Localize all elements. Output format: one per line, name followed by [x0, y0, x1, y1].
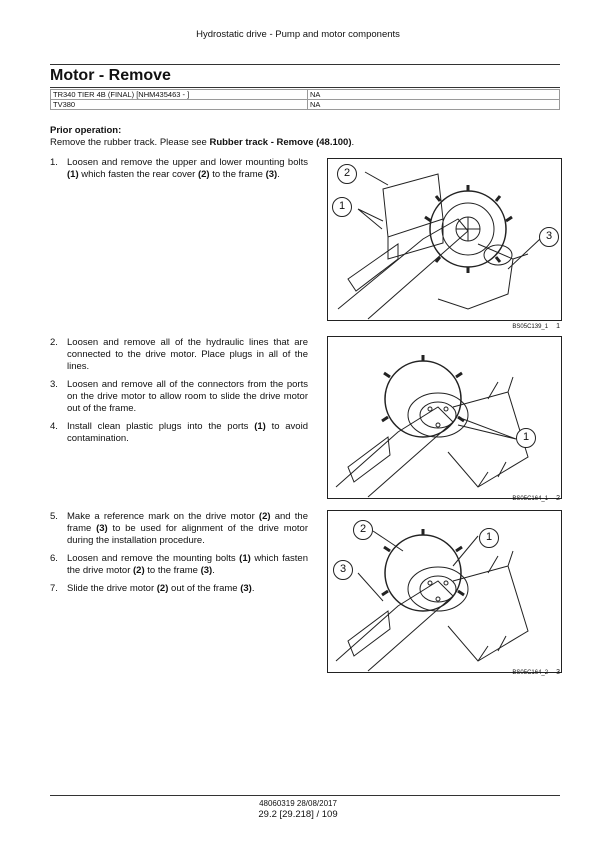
callout-number: 1	[338, 200, 346, 212]
callout-number: 1	[522, 431, 530, 443]
figure-1-caption	[327, 323, 560, 330]
callout-number: 3	[339, 563, 347, 575]
step-group-3	[50, 511, 308, 601]
callout-number: 2	[359, 523, 367, 535]
step-text: Loosen and remove all of the hydraulic lines that are connected to the drive motor. Place plugs in all of the lines.	[67, 337, 308, 372]
step-text: Make a reference mark on the drive motor (2) and the frame (3) to be used for alignment of the drive motor during the installation procedure.	[67, 511, 308, 546]
prior-operation-link[interactable]: Rubber track - Remove (48.100)	[209, 137, 352, 148]
table-row	[51, 100, 560, 110]
figure-2-illustration	[327, 336, 562, 499]
step-group-2	[50, 337, 308, 451]
figure-3-caption	[327, 669, 560, 676]
value-cell: NA	[308, 100, 560, 110]
step-text: Install clean plastic plugs into the ports (1) to avoid contamination.	[67, 421, 308, 444]
step-number: 5.	[50, 511, 58, 522]
step-item	[50, 553, 308, 577]
figure-1-illustration	[327, 158, 562, 321]
prior-text-end: .	[351, 137, 355, 148]
figure-3-illustration	[327, 510, 562, 673]
prior-operation-text	[50, 137, 354, 148]
prior-operation-label: Prior operation:	[50, 125, 122, 136]
step-number: 4.	[50, 421, 58, 432]
figure-code: BS05C139_1	[512, 324, 549, 330]
step-number: 6.	[50, 553, 58, 564]
step-text: Slide the drive motor (2) out of the frame (3).	[67, 583, 255, 594]
figure-code: BS05C164_1	[512, 496, 549, 502]
footer-page-number: 29.2 [29.218] / 109	[258, 809, 338, 820]
step-item	[50, 337, 308, 373]
step-item	[50, 511, 308, 547]
applicability-table	[50, 89, 560, 110]
prior-text-start: Remove the rubber track. Please see	[50, 137, 210, 148]
step-item	[50, 421, 308, 445]
step-text: Loosen and remove the upper and lower mounting bolts (1) which fasten the rear cover (2) to the frame (3).	[67, 157, 308, 180]
model-cell: TR340 TIER 4B (FINAL) [NHM435463 - ]	[51, 90, 308, 100]
step-number: 3.	[50, 379, 58, 390]
value-cell: NA	[308, 90, 560, 100]
step-item	[50, 583, 308, 595]
callout-number: 1	[485, 531, 493, 543]
step-text: Loosen and remove the mounting bolts (1) which fasten the drive motor (2) to the frame (3).	[67, 553, 309, 576]
step-item	[50, 157, 308, 181]
model-cell: TV380	[51, 100, 308, 110]
running-header: Hydrostatic drive - Pump and motor components	[196, 29, 400, 40]
step-text: Loosen and remove all of the connectors from the ports on the drive motor to allow room to slide the drive motor out of the frame.	[67, 379, 308, 414]
step-item	[50, 379, 308, 415]
step-group-1	[50, 157, 308, 187]
footer-rule	[50, 795, 560, 796]
page-title: Motor - Remove	[50, 67, 171, 84]
figure-2-caption	[327, 495, 560, 502]
callout-number: 3	[545, 230, 553, 242]
step-number: 1.	[50, 157, 58, 168]
footer-document-id: 48060319 28/08/2017	[259, 799, 337, 808]
step-number: 2.	[50, 337, 58, 348]
table-row	[51, 90, 560, 100]
figure-code: BS05C164_2	[512, 670, 549, 676]
header-rule	[50, 64, 560, 65]
step-number: 7.	[50, 583, 58, 594]
figure-number: 3	[556, 669, 560, 676]
title-rule	[50, 87, 560, 88]
figure-number: 2	[556, 495, 560, 502]
callout-number: 2	[343, 167, 351, 179]
figure-number: 1	[556, 323, 560, 330]
